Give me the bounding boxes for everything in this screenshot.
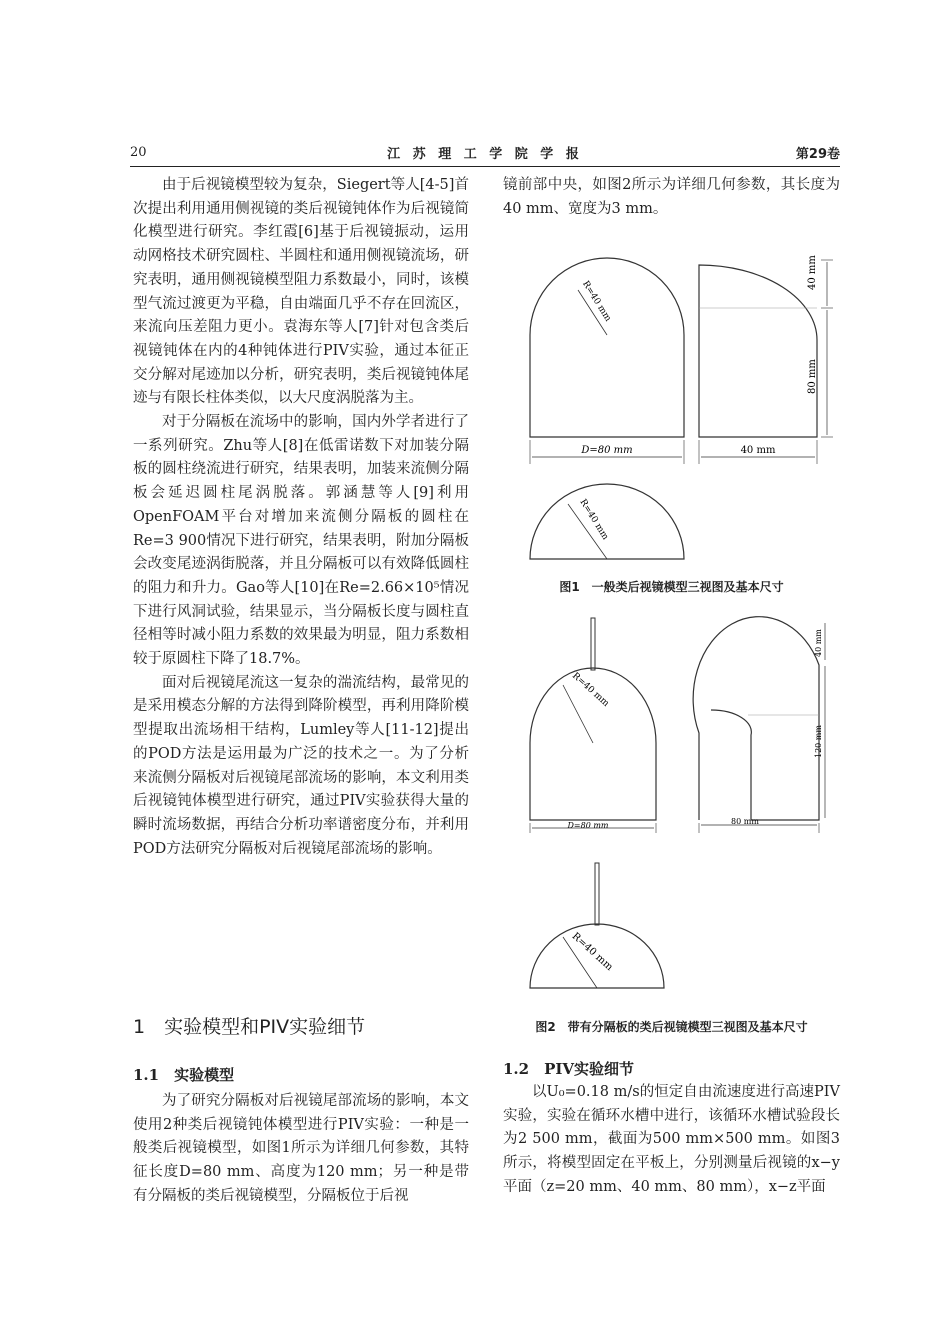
paragraph: 由于后视镜模型较为复杂，Siegert等人[4-5]首次提出利用通用侧视镜的类后视镜钝体作为后视镜简化模型进行研究。李红霞[6]基于后视镜振动，运用动网格技术研究圆柱、半圆柱和通用侧视镜流场，研究表明，通用侧视镜模型阻力系数最小，同时，该模型气流过渡更为平稳，自由端面几乎不存在回流区，来流向压差阻力更小。袁海东等人[7]针对包含类后视镜钝体在内的4种钝体进行PIV实验，通过本征正交分解对尾迹加以分析，研究表明，类后视镜钝体尾迹与有限长柱体类似，以大尺度涡脱落为主。 bbox=[133, 177, 469, 407]
page-number: 20 bbox=[130, 145, 147, 160]
section-heading: 1 实验模型和PIV实验细节 bbox=[133, 1016, 366, 1038]
paragraph: 以U₀=0.18 m/s的恒定自由流速度进行高速PIV实验，实验在循环水槽中进行，该循环水槽试验段长为2 500 mm，截面为500 mm×500 mm。如图3所示，将模型固定在平板上，分别测量后视镜的x−y平面（z=20 mm、40 mm、80 mm），x−z平面 bbox=[503, 1084, 840, 1195]
fig1-diameter-label: D=80 mm bbox=[581, 445, 633, 456]
right-column bbox=[503, 174, 840, 221]
figure2-caption: 图2 带有分隔板的类后视镜模型三视图及基本尺寸 bbox=[535, 1020, 808, 1034]
fig1-top-radius-label: R=40 mm bbox=[577, 497, 611, 542]
fig2-top-splitter-plate bbox=[595, 863, 599, 925]
header-rule bbox=[130, 166, 840, 167]
fig2-splitter-plate bbox=[591, 618, 595, 670]
left-column bbox=[133, 174, 469, 861]
fig2-side-view bbox=[693, 617, 819, 820]
fig2-radius-label: R=40 mm bbox=[570, 670, 611, 710]
left-subsection-text bbox=[133, 1090, 469, 1209]
fig2-width-label: 80 mm bbox=[731, 817, 759, 826]
fig1-dim-80: 80 mm bbox=[807, 359, 818, 394]
subsection-heading: 1.2 PIV实验细节 bbox=[503, 1060, 635, 1078]
fig1-side-view bbox=[699, 265, 817, 437]
paragraph: 对于分隔板在流场中的影响，国内外学者进行了一系列研究。Zhu等人[8]在低雷诺数下对加装分隔板的圆柱绕流进行研究，结果表明，加装来流侧分隔板会延迟圆柱尾涡脱落。郭涵慧等人[9]利用OpenFOAM平台对增加来流侧分隔板的圆柱在Re=3 900情况下进行研究，结果表明，附加分隔板会改变尾迹涡街脱落，并且分隔板可以有效降低圆柱的阻力和升力。Gao等人[10]在Re=2.66×10⁵情况下进行风洞试验，结果显示，当分隔板长度与圆柱直径相等时减小阻力系数的效果最为明显，阻力系数相较于原圆柱下降了18.7%。 bbox=[133, 414, 469, 668]
journal-title: 江 苏 理 工 学 院 学 报 bbox=[387, 147, 583, 162]
figure2-drawing bbox=[503, 615, 848, 1000]
fig2-top-radius-label: R=40 mm bbox=[569, 930, 615, 974]
fig1-dim-40: 40 mm bbox=[807, 255, 818, 290]
figure1-drawing bbox=[503, 232, 848, 572]
fig2-dim-40: 40 mm bbox=[814, 629, 823, 657]
fig2-diameter-label: D=80 mm bbox=[567, 821, 609, 830]
page-header bbox=[130, 143, 840, 165]
fig1-width-label: 40 mm bbox=[740, 445, 776, 456]
fig2-dim-120: 120 mm bbox=[814, 725, 823, 758]
fig1-radius-label: R=40 mm bbox=[580, 279, 613, 324]
paragraph: 镜前部中央，如图2所示为详细几何参数，其长度为40 mm、宽度为3 mm。 bbox=[503, 177, 840, 217]
volume-label: 第29卷 bbox=[795, 147, 840, 162]
paragraph: 为了研究分隔板对后视镜尾部流场的影响，本文使用2种类后视镜钝体模型进行PIV实验：一种是一般类后视镜模型，如图1所示为详细几何参数，其特征长度D=80 mm、高度为120 mm；另一种是带有分隔板的类后视镜模型，分隔板位于后视 bbox=[133, 1093, 469, 1204]
paragraph: 面对后视镜尾流这一复杂的湍流结构，最常见的是采用模态分解的方法得到降阶模型，再利用降阶模型提取出流场相干结构，Lumley等人[11-12]提出的POD方法是运用最为广泛的技术之一。为了分析来流侧分隔板对后视镜尾部流场的影响，本文利用类后视镜钝体模型进行研究，通过PIV实验获得大量的瞬时流场数据，再结合分析功率谱密度分布，并利用POD方法研究分隔板对后视镜尾部流场的影响。 bbox=[133, 674, 469, 857]
right-subsection-text bbox=[503, 1081, 840, 1200]
fig1-front-view bbox=[530, 258, 684, 437]
fig1-top-view bbox=[530, 484, 684, 559]
subsection-heading: 1.1 实验模型 bbox=[133, 1066, 235, 1084]
figure1-caption: 图1 一般类后视镜模型三视图及基本尺寸 bbox=[559, 580, 784, 594]
